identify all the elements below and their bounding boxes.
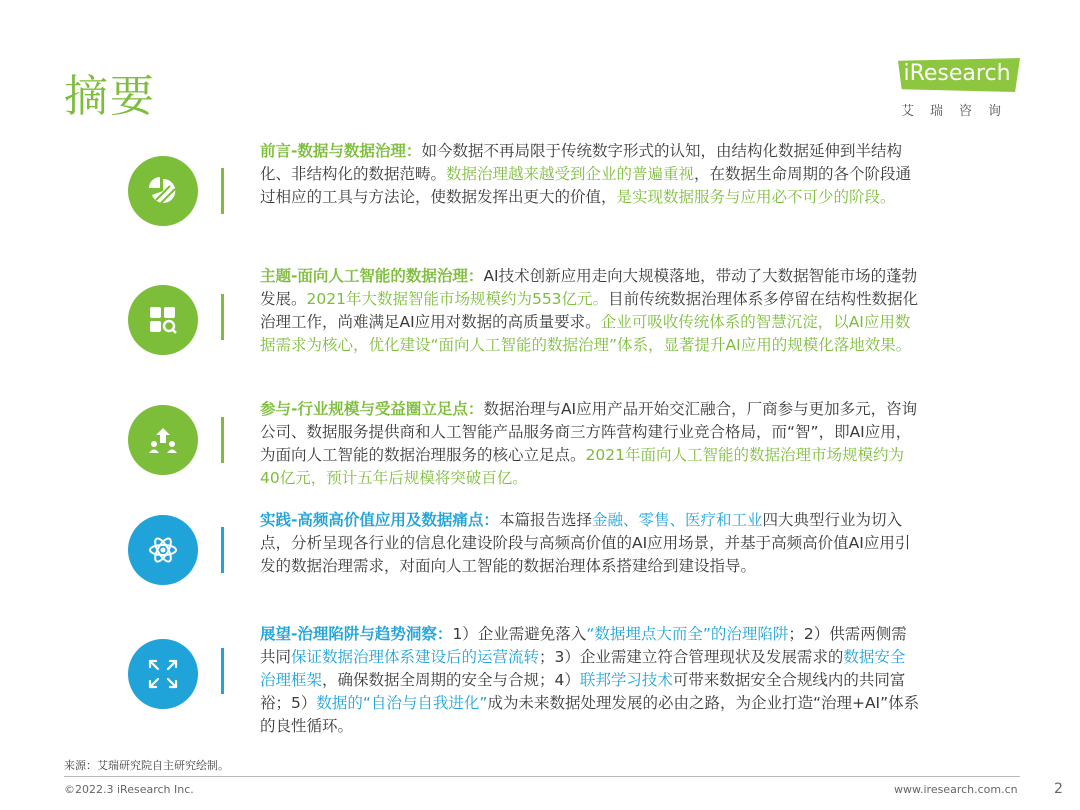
source-note: 来源：艾瑞研究院自主研究绘制。 bbox=[64, 759, 229, 772]
body-text: ；3）企业需建立符合管理现状及发展需求的 bbox=[539, 648, 844, 666]
website-link[interactable]: www.iresearch.com.cn bbox=[894, 783, 1018, 796]
body-text: 可带来数据安全合规线内的共同富裕；5） bbox=[260, 671, 906, 712]
body-text: 四大典型行业为切入点，分析呈现各行业的信息化建设阶段与高频高价值的AI应用场景，并基于高频高价值AI应用引发的数据治理需求，对面向人工智能的数据治理体系搭建给到建设指导。 bbox=[260, 511, 911, 575]
logo-wordmark: iResearch bbox=[903, 61, 1011, 86]
footer-divider bbox=[64, 776, 1020, 777]
body-text: ，确保数据全周期的安全与合规；4） bbox=[322, 671, 580, 689]
expand-arrows-icon bbox=[148, 659, 178, 689]
section-icon-circle bbox=[128, 515, 198, 585]
highlight-text: 是实现数据服务与应用必不可少的阶段。 bbox=[616, 188, 896, 206]
pie-chart-icon bbox=[148, 176, 178, 206]
highlight-text: 数据治理越来越受到企业的普遍重视 bbox=[446, 165, 695, 183]
section-icon-circle bbox=[128, 405, 198, 475]
highlight-text: 数据安全治理框架 bbox=[260, 648, 906, 689]
section-heading: 主题-面向人工智能的数据治理： bbox=[260, 267, 484, 285]
body-text: 1）企业需避免落入 bbox=[452, 625, 587, 643]
page-number: 2 bbox=[1054, 781, 1063, 797]
iresearch-logo bbox=[894, 58, 1024, 120]
section-divider bbox=[221, 527, 224, 573]
section-heading: 参与-行业规模与受益圈立足点： bbox=[260, 400, 484, 418]
highlight-text: 数据的“自治与自我进化” bbox=[316, 694, 488, 712]
highlight-text: 2021年大数据智能市场规模约为553亿元。 bbox=[306, 290, 609, 308]
section-divider bbox=[221, 168, 224, 214]
section-divider bbox=[221, 294, 224, 340]
section-heading: 展望-治理陷阱与趋势洞察： bbox=[260, 625, 453, 643]
section-text bbox=[260, 140, 920, 209]
section-divider bbox=[221, 417, 224, 463]
body-text: AI技术创新应用走向大规模落地，带动了大数据智能市场的蓬勃发展。 bbox=[260, 267, 918, 308]
copyright: ©2022.3 iResearch Inc. bbox=[64, 783, 194, 796]
section-text bbox=[260, 265, 920, 357]
highlight-text: 企业可吸收传统体系的智慧沉淀，以AI应用数据需求为核心，优化建设“面向人工智能的数据治理”体系，显著提升AI应用的规模化落地效果。 bbox=[260, 313, 912, 354]
atom-icon bbox=[148, 535, 178, 565]
logo-chinese: 艾瑞咨询 bbox=[900, 104, 1017, 119]
highlight-text: 2021年面向人工智能的数据治理市场规模约为40亿元，预计五年后规模将突破百亿。 bbox=[260, 446, 904, 487]
section-heading: 实践-高频高价值应用及数据痛点： bbox=[260, 511, 499, 529]
body-text: ，在数据生命周期的各个阶段通过相应的工具与方法论，使数据发挥出更大的价值， bbox=[260, 165, 912, 206]
body-text: 如今数据不再局限于传统数字形式的认知，由结构化数据延伸到半结构化、非结构化的数据范畴。 bbox=[260, 142, 902, 183]
body-text: 数据治理与AI应用产品开始交汇融合，厂商参与更加多元，咨询公司、数据服务提供商和人工智能产品服务商三方阵营构建行业竞合格局，而“智”，即AI应用，为面向人工智能的数据治理服务的核心立足点。 bbox=[260, 400, 918, 464]
section-icon-circle bbox=[128, 156, 198, 226]
section-divider bbox=[221, 648, 224, 694]
highlight-text: “数据埋点大而全”的治理陷阱 bbox=[586, 625, 789, 643]
body-text: 成为未来数据处理发展的必由之路，为企业打造“治理+AI”体系的良性循环。 bbox=[260, 694, 920, 735]
grid-search-icon bbox=[148, 305, 178, 335]
highlight-text: 联邦学习技术 bbox=[579, 671, 673, 689]
highlight-text: 保证数据治理体系建设后的运营流转 bbox=[291, 648, 540, 666]
section-text bbox=[260, 623, 920, 738]
section-icon-circle bbox=[128, 285, 198, 355]
body-text: ；2）供需两侧需共同 bbox=[260, 625, 907, 666]
body-text: 目前传统数据治理体系多停留在结构性数据化治理工作，尚难满足AI应用对数据的高质量要求。 bbox=[260, 290, 919, 331]
body-text: 本篇报告选择 bbox=[498, 511, 592, 529]
people-arrow-icon bbox=[148, 425, 178, 455]
section-heading: 前言-数据与数据治理： bbox=[260, 142, 422, 160]
section-text bbox=[260, 398, 920, 490]
page-title: 摘要 bbox=[64, 71, 156, 122]
section-icon-circle bbox=[128, 639, 198, 709]
section-text bbox=[260, 509, 920, 578]
highlight-text: 金融、零售、医疗和工业 bbox=[591, 511, 763, 529]
